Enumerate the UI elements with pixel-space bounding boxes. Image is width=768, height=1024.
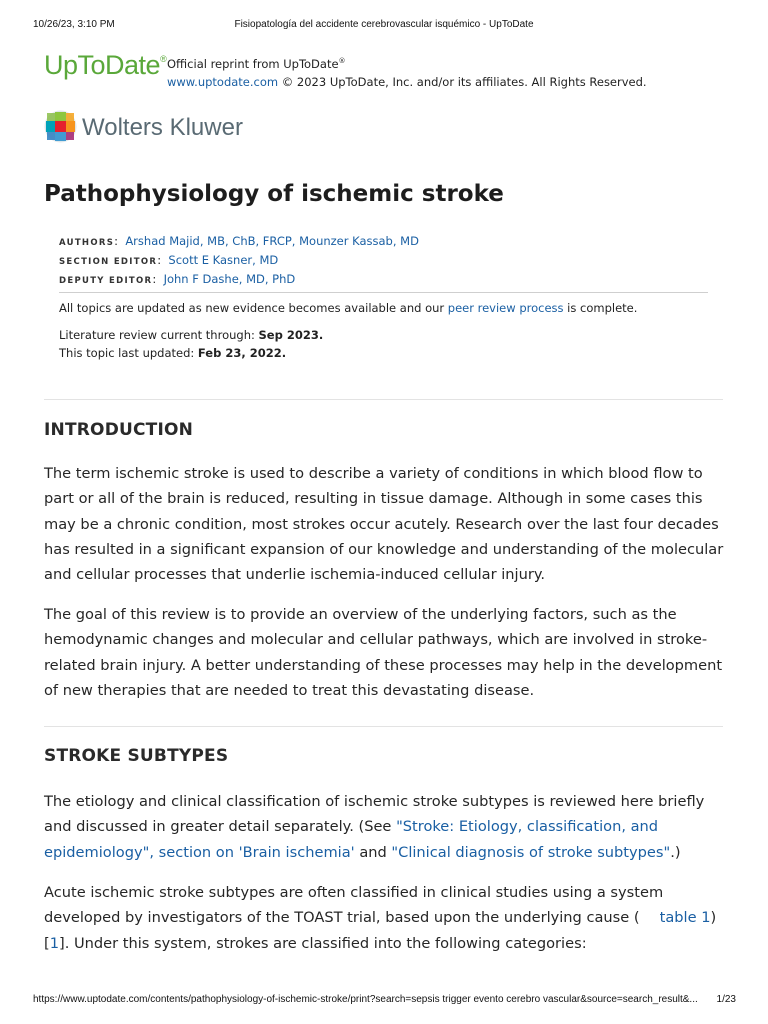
- deputy-editor-link[interactable]: John F Dashe, MD, PhD: [163, 272, 296, 286]
- site-link[interactable]: www.uptodate.com: [167, 74, 279, 89]
- authors-row: AUTHORS: Arshad Majid, MB, ChB, FRCP, Mounzer Kassab, MD: [59, 234, 419, 248]
- uptodate-logo[interactable]: UpToDate®: [44, 50, 167, 80]
- intro-paragraph-1: The term ischemic stroke is used to describe a variety of conditions in which blood flow to part or all of the brain is reduced, resulting in tissue damage. Although in some cases this may be a chronic condition, most strokes occur acutely. Research over the last four decades has resulted in a significant expansion of our knowledge and understanding of the molecular and cellular processes that underlie ischemia-induced cellular injury.: [44, 465, 724, 584]
- byline-divider: [59, 292, 708, 293]
- article-byline: [59, 233, 419, 290]
- update-notice: All topics are updated as new evidence becomes available and our peer review process is complete.: [59, 301, 638, 315]
- review-dates: Literature review current through: Sep 2023. This topic last updated: Feb 23, 2022.: [59, 328, 324, 360]
- section-editor-label: SECTION EDITOR: [59, 257, 158, 267]
- section-editor-row: SECTION EDITOR: Scott E Kasner, MD: [59, 253, 279, 267]
- reprint-notice: Official reprint from UpToDate® www.uptodate.com © 2023 UpToDate, Inc. and/or its affiliates. All Rights Reserved.: [167, 56, 647, 89]
- lit-review-date: Sep 2023.: [258, 328, 324, 342]
- print-page-title: Fisiopatología del accidente cerebrovascular isquémico - UpToDate: [234, 19, 534, 30]
- article-title: Pathophysiology of ischemic stroke: [44, 181, 504, 207]
- introduction-heading: INTRODUCTION: [44, 420, 194, 440]
- deputy-editor-label: DEPUTY EDITOR: [59, 276, 153, 286]
- intro-paragraph-2: The goal of this review is to provide an overview of the underlying factors, such as the hemodynamic changes and molecular and cellular pathways, which are involved in stroke-related brain injury. A better understanding of these processes may help in the development of new therapies that are needed to treat this devastating disease.: [44, 606, 723, 699]
- last-updated-date: Feb 23, 2022.: [197, 346, 287, 360]
- page-number: 1/23: [716, 994, 736, 1005]
- section-divider: [44, 399, 723, 400]
- section-editor-link[interactable]: Scott E Kasner, MD: [168, 253, 279, 267]
- peer-review-link[interactable]: peer review process: [447, 301, 564, 315]
- stroke-subtypes-heading: STROKE SUBTYPES: [44, 746, 229, 766]
- wolters-kluwer-mark-icon: [44, 110, 77, 143]
- print-datetime: 10/26/23, 3:10 PM: [33, 19, 115, 30]
- clinical-diagnosis-topic-link[interactable]: "Clinical diagnosis of stroke subtypes": [391, 843, 671, 861]
- subtypes-paragraph-1: The etiology and clinical classification of ischemic stroke subtypes is reviewed here briefly and discussed in greater detail separately. (See "Stroke: Etiology, classification, and epidemiology", section on 'Brain ischemia' and "Clinical diagnosis of stroke subtypes".): [44, 793, 705, 861]
- print-header: [0, 19, 768, 33]
- wolters-kluwer-wordmark: Wolters Kluwer: [82, 114, 243, 141]
- authors-label: AUTHORS: [59, 238, 115, 248]
- copyright-text: © 2023 UpToDate, Inc. and/or its affiliates. All Rights Reserved.: [278, 74, 647, 89]
- print-url: https://www.uptodate.com/contents/pathophysiology-of-ischemic-stroke/print?search=sepsis trigger evento cerebro vascular&source=search_result&...: [33, 994, 698, 1005]
- reprint-line: Official reprint from UpToDate: [167, 56, 339, 71]
- etiology-topic-link[interactable]: "Stroke: Etiology, classification, and epidemiology", section on 'Brain ischemia': [44, 818, 659, 861]
- deputy-editor-row: DEPUTY EDITOR: John F Dashe, MD, PhD: [59, 272, 296, 286]
- authors-link[interactable]: Arshad Majid, MB, ChB, FRCP, Mounzer Kassab, MD: [125, 234, 419, 248]
- reference-1-link[interactable]: 1: [49, 934, 59, 952]
- print-footer: [0, 994, 768, 1008]
- table-1-link[interactable]: table 1: [659, 909, 711, 927]
- section-divider: [44, 726, 723, 727]
- subtypes-paragraph-2: Acute ischemic stroke subtypes are often classified in clinical studies using a system developed by investigators of the TOAST trial, based upon the underlying cause ( table 1) [1]. Under this system, strokes are classified into the following categories:: [44, 884, 717, 952]
